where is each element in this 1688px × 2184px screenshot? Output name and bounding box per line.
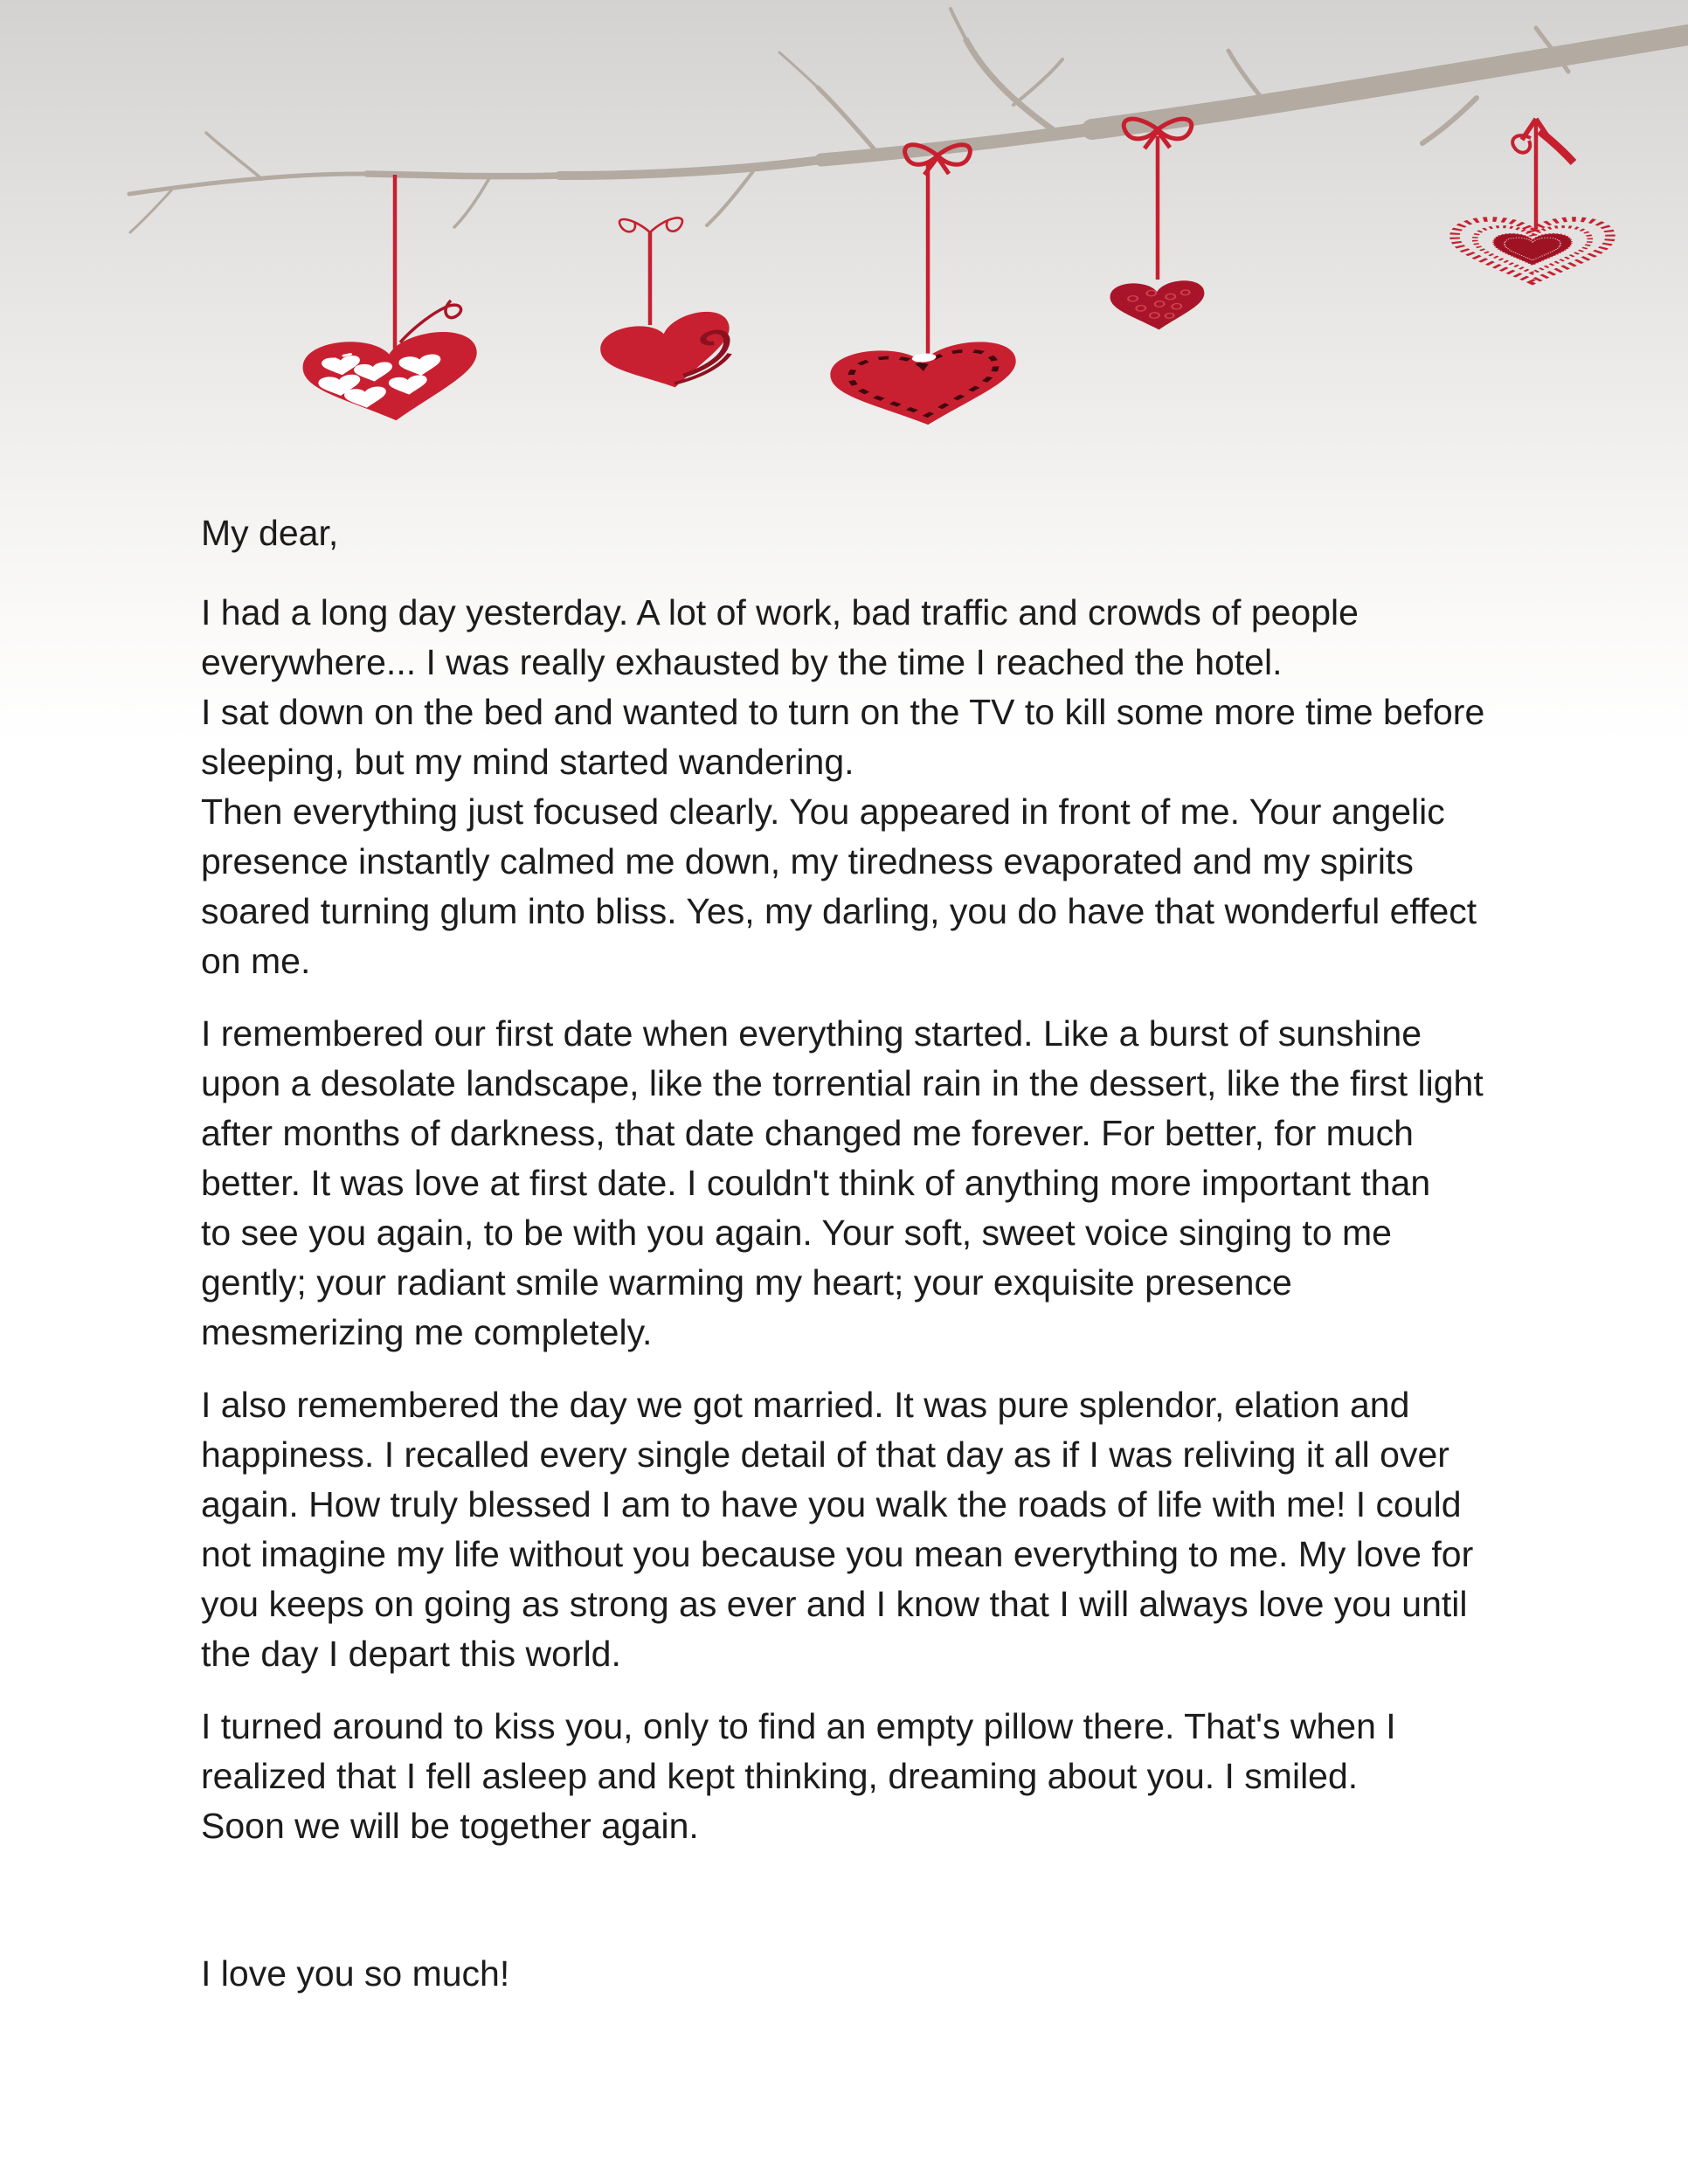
letter-line: to see you again, to be with you again. Your soft, sweet voice singing to me: [201, 1213, 1392, 1253]
letter-line: the day I depart this world.: [201, 1634, 621, 1674]
letter-line: on me.: [201, 941, 311, 981]
heart-ornament-cutouts: [301, 328, 483, 430]
letter-line: you keeps on going as strong as ever and I know that I will always love you until: [201, 1584, 1468, 1624]
letter-line: Then everything just focused clearly. You appeared in front of me. Your angelic: [201, 791, 1445, 832]
heart-ornament-stitched: [828, 339, 1020, 433]
letter-line: everywhere... I was really exhausted by the time I reached the hotel.: [201, 642, 1283, 682]
letter-line: upon a desolate landscape, like the torrential rain in the dessert, like the first light: [201, 1063, 1484, 1103]
letter-line: I had a long day yesterday. A lot of work, bad traffic and crowds of people: [201, 592, 1359, 632]
letter-line: I sat down on the bed and wanted to turn on the TV to kill some more time before: [201, 692, 1485, 732]
letter-line: Soon we will be together again.: [201, 1806, 699, 1846]
letter-line: soared turning glum into bliss. Yes, my darling, you do have that wonderful effect: [201, 891, 1477, 931]
branch-graphic: [129, 9, 1688, 232]
letter-line: sleeping, but my mind started wandering.: [201, 742, 854, 782]
letter-line: better. It was love at first date. I couldn't think of anything more important than: [201, 1163, 1431, 1203]
arrow-hanger: [1512, 119, 1574, 162]
paragraph-2: [201, 1009, 1564, 1358]
paragraph-4: [201, 1702, 1564, 1851]
paragraph-3: [201, 1380, 1564, 1679]
letter-line: I also remembered the day we got married. It was pure splendor, elation and: [201, 1385, 1410, 1425]
letter-line: happiness. I recalled every single detail of that day as if I was reliving it all over: [201, 1434, 1449, 1475]
letter-line: gently; your radiant smile warming my heart; your exquisite presence: [201, 1262, 1292, 1303]
heart-ornament-concentric: [1455, 219, 1610, 282]
paragraph-1: [201, 588, 1564, 986]
letter-line: I turned around to kiss you, only to find an empty pillow there. That's when I: [201, 1706, 1396, 1746]
ornament-strings: [395, 121, 1536, 356]
greeting: My dear,: [201, 513, 339, 553]
letter-line: realized that I fell asleep and kept thinking, dreaming about you. I smiled.: [201, 1756, 1359, 1796]
header-image: [0, 0, 1688, 489]
letter-line: mesmerizing me completely.: [201, 1312, 653, 1352]
closing: I love you so much!: [201, 1953, 510, 1994]
letter-line: presence instantly calmed me down, my tiredness evaporated and my spirits: [201, 841, 1414, 881]
letter-line: not imagine my life without you because you mean everything to me. My love for: [201, 1534, 1474, 1574]
letter-line: again. How truly blessed I am to have you walk the roads of life with me! I could: [201, 1484, 1462, 1524]
letter-body: [201, 508, 1564, 1999]
swirl-hanger: [619, 218, 682, 232]
heart-ornament-swirl-tail: [597, 307, 739, 401]
letter-line: I remembered our first date when everything started. Like a burst of sunshine: [201, 1013, 1422, 1054]
heart-ornament-patterned: [1110, 280, 1207, 332]
letter-line: after months of darkness, that date changed me forever. For better, for much: [201, 1113, 1414, 1153]
